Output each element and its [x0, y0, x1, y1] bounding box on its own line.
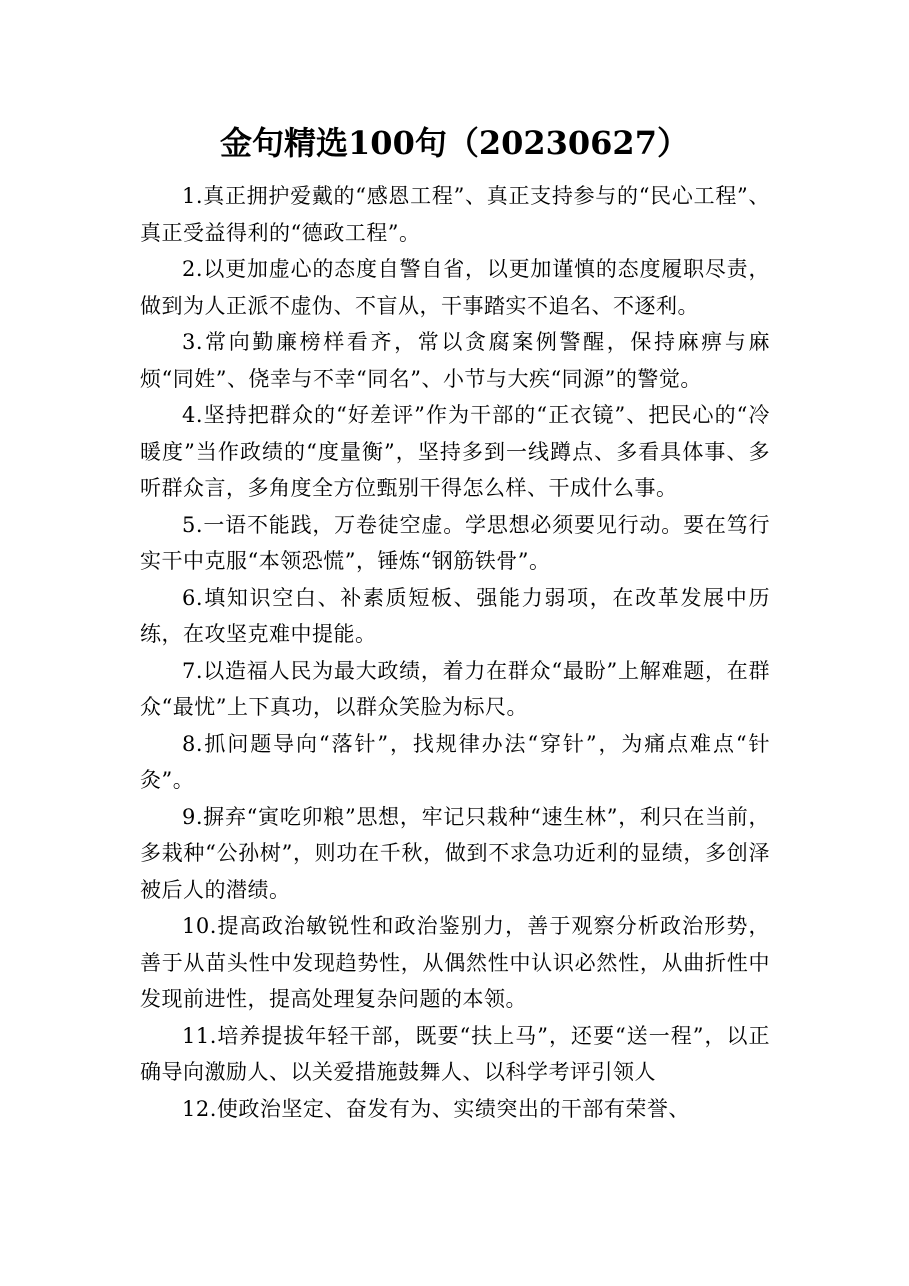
paragraph-4: 4.坚持把群众的“好差评”作为干部的“正衣镜”、把民心的“冷暖度”当作政绩的“度量衡”，坚持多到一线蹲点、多看具体事、多听群众言，多角度全方位甄别干得怎么样、干成什么事。 — [140, 403, 770, 500]
paragraph-10: 10.提高政治敏锐性和政治鉴别力，善于观察分析政治形势，善于从苗头性中发现趋势性，从偶然性中认识必然性，从曲折性中发现前进性，提高处理复杂问题的本领。 — [140, 914, 770, 1011]
paragraph-1: 1.真正拥护爱戴的“感恩工程”、真正支持参与的“民心工程”、真正受益得利的“德政工程”。 — [140, 184, 770, 245]
paragraph-8: 8.抓问题导向“落针”，找规律办法“穿针”，为痛点难点“针灸”。 — [140, 731, 770, 792]
paragraph-11: 11.培养提拔年轻干部，既要“扶上马”，还要“送一程”，以正确导向激励人、以关爱措施鼓舞人、以科学考评引领人 — [140, 1023, 770, 1084]
paragraph-12: 12.使政治坚定、奋发有为、实绩突出的干部有荣誉、 — [182, 1096, 690, 1121]
paragraph-7: 7.以造福人民为最大政绩，着力在群众“最盼”上解难题，在群众“最忧”上下真功，以群众笑脸为标尺。 — [140, 658, 770, 719]
document-title: 金句精选100句（20230627） — [220, 124, 689, 162]
paragraph-5: 5.一语不能践，万卷徒空虚。学思想必须要见行动。要在笃行实干中克服“本领恐慌”，锤炼“钢筋铁骨”。 — [140, 512, 770, 573]
paragraph-2: 2.以更加虚心的态度自警自省，以更加谨慎的态度履职尽责，做到为人正派不虚伪、不盲从，干事踏实不追名、不逐利。 — [140, 257, 770, 318]
document-body — [140, 178, 770, 1127]
paragraph-9: 9.摒弃“寅吃卯粮”思想，牢记只栽种“速生林”，利只在当前，多栽种“公孙树”，则功在千秋，做到不求急功近利的显绩，多创泽被后人的潜绩。 — [140, 804, 770, 902]
paragraph-6: 6.填知识空白、补素质短板、强能力弱项，在改革发展中历练，在攻坚克难中提能。 — [140, 585, 770, 646]
paragraph-3: 3.常向勤廉榜样看齐，常以贪腐案例警醒，保持麻痹与麻烦“同姓”、侥幸与不幸“同名”、小节与大疾“同源”的警觉。 — [140, 330, 770, 391]
